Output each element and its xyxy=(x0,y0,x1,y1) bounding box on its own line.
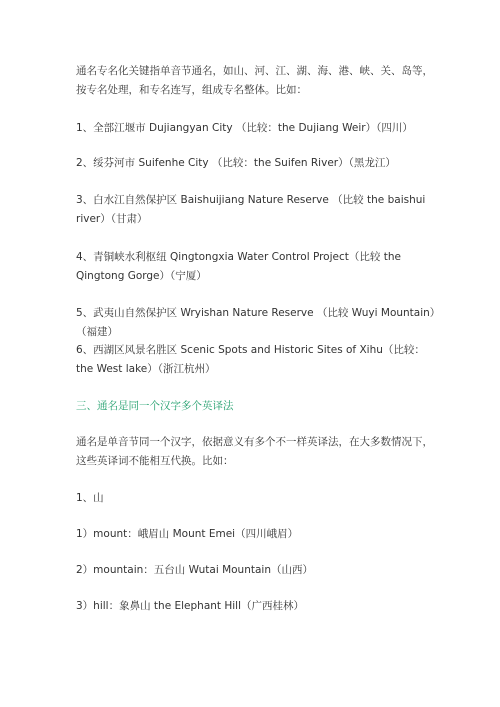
translation-item-1: 1）mount：峨眉山 Mount Emei（四川峨眉） xyxy=(76,528,299,540)
translation-item-2: 2）mountain：五台山 Wutai Mountain（山西） xyxy=(76,564,313,576)
example-item-2: 2、绥芬河市 Suifenhe City （比较：the Suifen River）（黑龙江） xyxy=(76,157,396,169)
section-heading: 三、通名是同一个汉字多个英译法 xyxy=(76,400,234,412)
section-intro-paragraph: 通名是单音节同一个汉字，依据意义有多个不一样英译法，在大多数情况下，这些英译词不能相互代换。比如： xyxy=(76,436,433,467)
subsection-title: 1、山 xyxy=(76,492,104,504)
translation-item-3: 3）hill：象鼻山 the Elephant Hill（广西桂林） xyxy=(76,600,305,612)
intro-paragraph: 通名专名化关键指单音节通名，如山、河、江、湖、海、港、峡、关、岛等，按专名处理，和专名连写，组成专名整体。比如： xyxy=(76,65,433,96)
example-item-1: 1、全部江堰市 Dujiangyan City （比较：the Dujiang Weir）（四川） xyxy=(76,122,413,134)
example-item-4: 4、青铜峡水利枢纽 Qingtongxia Water Control Project（比较 the Qingtong Gorge）（宁厦） xyxy=(76,251,401,282)
example-item-6: 6、西湖区风景名胜区 Scenic Spots and Historic Sites of Xihu（比较：the West lake）（浙江杭州） xyxy=(76,344,425,375)
example-item-5: 5、武夷山自然保护区 Wryishan Nature Reserve （比较 Wuyi Mountain）（福建） xyxy=(76,307,436,338)
example-item-3: 3、白水江自然保护区 Baishuijiang Nature Reserve （比较 the baishui river）（甘肃） xyxy=(76,194,426,225)
